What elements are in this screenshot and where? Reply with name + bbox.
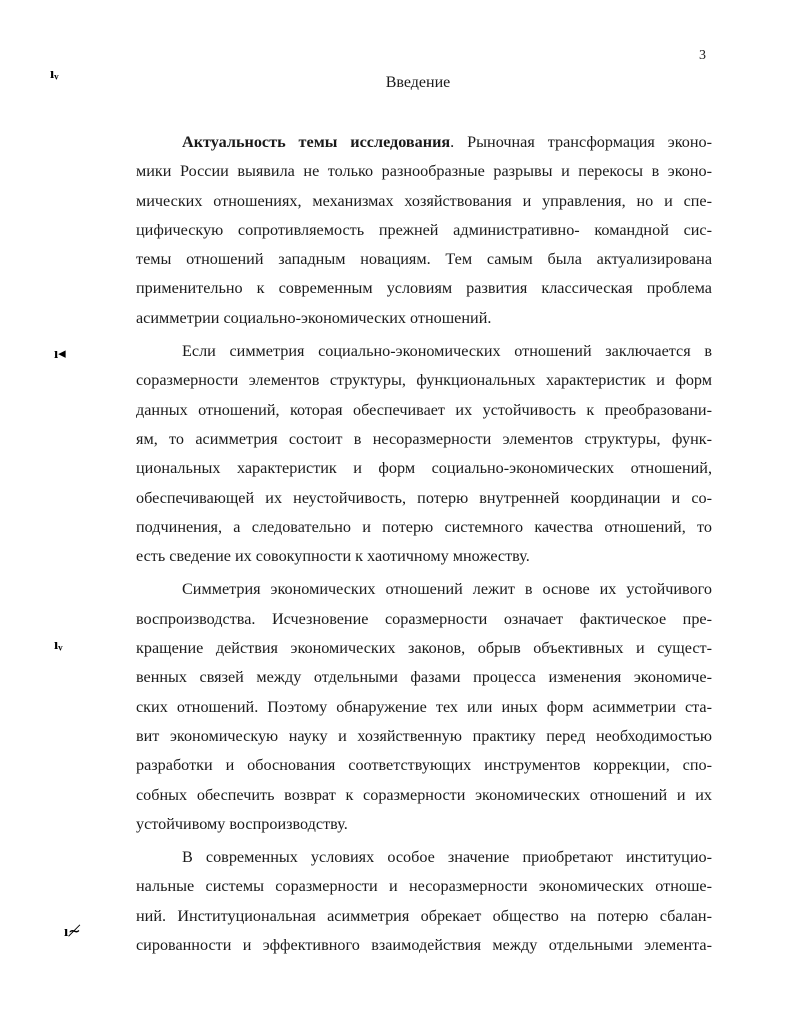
text-line: ских отношений. Поэтому обнаружение тех или иных форм асимметрии ста- bbox=[136, 697, 712, 716]
text-line: собных обеспечить возврат к соразмерности экономических отношений и их bbox=[136, 785, 712, 804]
text-line: В современных условиях особое значение приобретают институцио- bbox=[182, 848, 712, 867]
paragraph bbox=[136, 575, 712, 839]
text-line: ям, то асимметрия состоит в несоразмерности элементов структуры, функ- bbox=[136, 429, 712, 448]
text-line: есть сведение их совокупности к хаотичному множеству. bbox=[136, 547, 530, 566]
scan-mark: ıᵥ bbox=[50, 66, 59, 82]
text-line: применительно к современным условиям развития классическая проблема bbox=[136, 279, 712, 298]
text-line: венных связей между отдельными фазами процесса изменения экономиче- bbox=[136, 668, 712, 687]
text-line: темы отношений западным новациям. Тем самым была актуализирована bbox=[136, 250, 712, 269]
text-line: цифическую сопротивляемость прежней административно- командной сис- bbox=[136, 220, 712, 239]
text-line: данных отношений, которая обеспечивает их устойчивость к преобразовани- bbox=[136, 400, 712, 419]
text-line: воспроизводства. Исчезновение соразмерности означает фактическое пре- bbox=[136, 609, 712, 628]
text-line: Симметрия экономических отношений лежит в основе их устойчивого bbox=[182, 580, 712, 599]
text-line: Актуальность темы исследования. Рыночная трансформация эконо- bbox=[182, 133, 712, 151]
text-line: обеспечивающей их неустойчивость, потерю внутренней координации и со- bbox=[136, 488, 712, 507]
text-line: асимметрии социально-экономических отношений. bbox=[136, 308, 492, 327]
text-line: циональных характеристик и форм социально-экономических отношений, bbox=[136, 459, 712, 478]
paragraph bbox=[136, 128, 712, 333]
text-line: устойчивому воспроизводству. bbox=[136, 814, 348, 833]
body-text bbox=[136, 128, 712, 960]
text-line: нальные системы соразмерности и несоразмерности экономических отноше- bbox=[136, 877, 712, 896]
scan-mark: ıᵥ bbox=[54, 637, 63, 653]
text-line: ний. Институциональная асимметрия обрекает общество на потерю сбалан- bbox=[136, 906, 712, 925]
section-title: Введение bbox=[385, 74, 451, 91]
text-line: мических отношениях, механизмах хозяйствования и управления, но и спе- bbox=[136, 191, 712, 210]
paragraph-lead: Актуальность темы исследования bbox=[182, 133, 451, 151]
text-line: кращение действия экономических законов, обрыв объективных и сущест- bbox=[136, 639, 712, 658]
page-number: 3 bbox=[699, 48, 706, 63]
text-line: соразмерности элементов структуры, функциональных характеристик и форм bbox=[136, 371, 712, 390]
paragraph bbox=[136, 843, 712, 960]
paragraph bbox=[136, 337, 712, 571]
text-line: мики России выявила не только разнообразные разрывы и перекосы в эконо- bbox=[136, 162, 712, 181]
text-line: разработки и обоснования соответствующих инструментов коррекции, спо- bbox=[136, 756, 712, 775]
text-line: сированности и эффективного взаимодействия между отдельными элемента- bbox=[136, 936, 712, 955]
scan-mark: ı≁ bbox=[64, 924, 81, 940]
text-line: вит экономическую науку и хозяйственную практику перед необходимостью bbox=[136, 726, 712, 745]
text-line: подчинения, а следовательно и потерю системного качества отношений, то bbox=[136, 517, 712, 536]
text-line: Если симметрия социально-экономических отношений заключается в bbox=[182, 342, 712, 361]
scan-mark: ı◂ bbox=[54, 346, 66, 362]
